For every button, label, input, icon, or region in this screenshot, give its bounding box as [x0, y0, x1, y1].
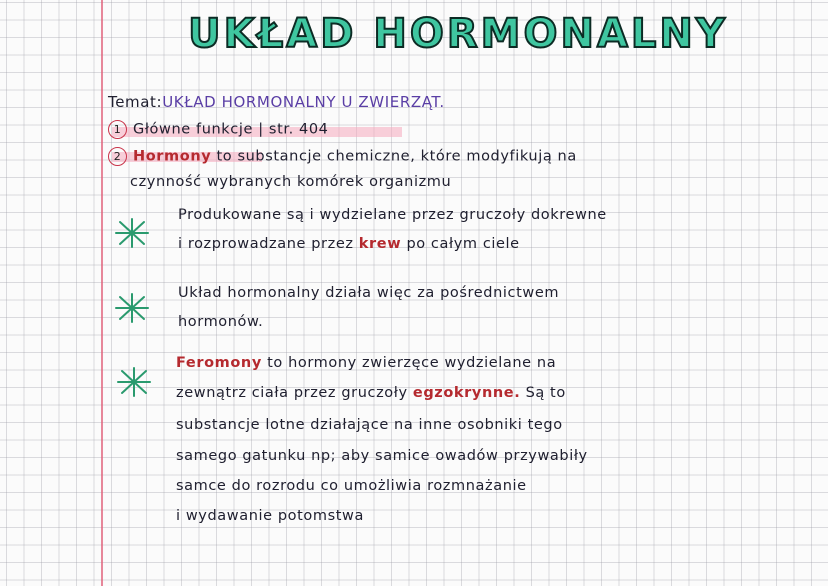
bullet-3-text-4: samego gatunku np; aby samice owadów przywabiły: [176, 448, 588, 464]
point-2-line-1: [108, 147, 577, 166]
bullet-2-text-1: Układ hormonalny działa więc za pośrednictwem: [178, 285, 560, 301]
bullet-1-text-2a: i rozprowadzane przez: [178, 236, 354, 252]
bullet-2-line-2: [178, 314, 263, 330]
bullet-3-line-5: [176, 478, 527, 494]
term-krew: krew: [358, 236, 402, 252]
bullet-3-line-3: [176, 417, 563, 433]
topic-prefix: Temat:: [108, 93, 163, 111]
margin-line: [101, 0, 103, 586]
topic-line: [108, 93, 445, 111]
bullet-1-line-1: [178, 207, 607, 223]
bullet-1-line-2: [178, 236, 520, 252]
topic-value: UKŁAD HORMONALNY U ZWIERZĄT.: [162, 93, 445, 111]
page-title: UKŁAD HORMONALNY: [188, 11, 728, 57]
term-egzokrynne: egzokrynne.: [412, 385, 521, 401]
bullet-2-line-1: [178, 285, 559, 301]
term-feromony: Feromony: [176, 355, 262, 371]
bullet-3-line-1: [176, 355, 556, 371]
bullet-2-text-2: hormonów.: [178, 314, 264, 330]
bullet-3-text-5: samce do rozrodu co umożliwia rozmnażanie: [176, 478, 527, 494]
point-1-text: Główne funkcje | str. 404: [133, 121, 329, 138]
number-badge: 2: [108, 147, 127, 166]
point-2-text-2: czynność wybranych komórek organizmu: [130, 174, 452, 190]
star-bullet-icon: [112, 288, 152, 328]
point-1: [108, 120, 328, 139]
point-2-text-1: to substancje chemiczne, które modyfikują na: [216, 148, 577, 165]
bullet-3-text-2a: zewnątrz ciała przez gruczoły: [176, 385, 408, 401]
bullet-3-line-6: [176, 508, 364, 524]
bullet-3-line-4: [176, 448, 588, 464]
bullet-1-text-2b: po całym ciele: [406, 236, 520, 252]
point-2-line-2: [130, 174, 451, 190]
bullet-3-text-1: to hormony zwierzęce wydzielane na: [267, 355, 557, 371]
bullet-3-text-3: substancje lotne działające na inne osobniki tego: [176, 417, 563, 433]
bullet-3-line-2: [176, 385, 566, 401]
term-hormony: Hormony: [133, 148, 212, 165]
bullet-3-text-2b: Są to: [525, 385, 566, 401]
bullet-3-text-6: i wydawanie potomstwa: [176, 508, 365, 524]
number-badge: 1: [108, 120, 127, 139]
star-bullet-icon: [114, 362, 154, 402]
star-bullet-icon: [112, 213, 152, 253]
bullet-1-text-1: Produkowane są i wydzielane przez gruczoły dokrewne: [178, 207, 607, 223]
